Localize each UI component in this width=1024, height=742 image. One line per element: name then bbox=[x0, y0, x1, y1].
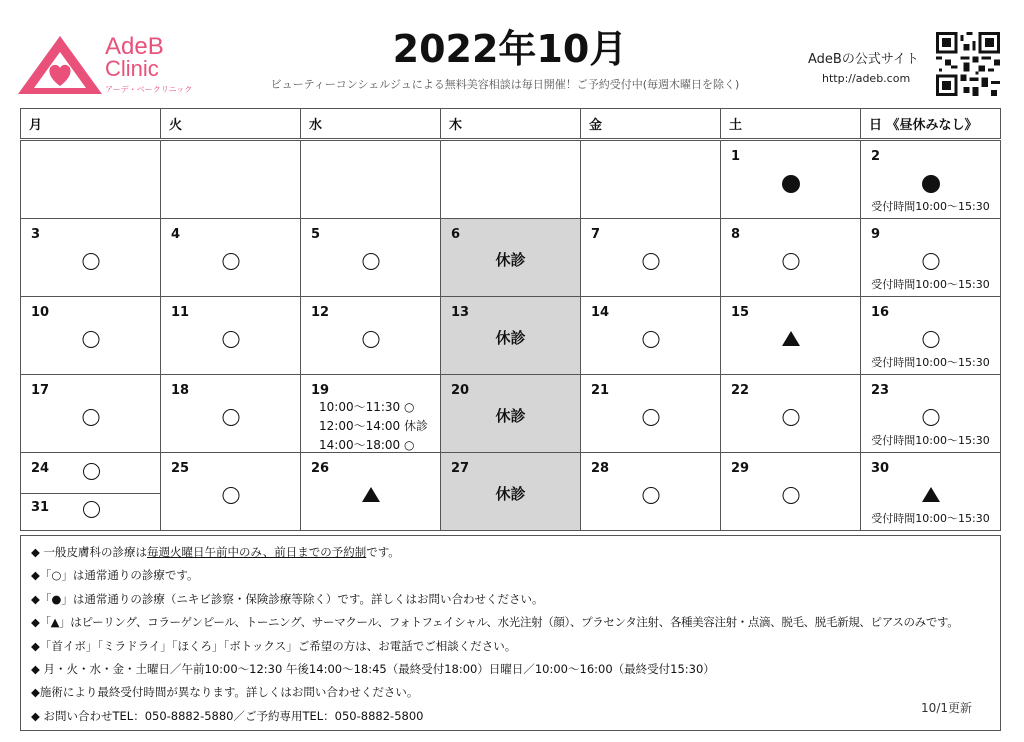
page-title: 2022年10月 bbox=[392, 27, 628, 71]
day-number: 27 bbox=[451, 461, 470, 476]
day-cell-closed bbox=[441, 297, 581, 375]
day-number: 13 bbox=[451, 305, 470, 320]
day-cell bbox=[301, 375, 441, 453]
day-cell bbox=[861, 140, 1001, 219]
open-circle-icon bbox=[782, 487, 799, 504]
day-cell-split bbox=[21, 453, 161, 531]
open-circle-icon bbox=[642, 487, 659, 504]
day-cell bbox=[301, 219, 441, 297]
open-circle-icon bbox=[82, 331, 99, 348]
schedule-slot: 14:00～18:00 ○ bbox=[319, 438, 415, 452]
open-circle-icon bbox=[642, 253, 659, 270]
sunday-hours: 受付時間10:00～15:30 bbox=[871, 434, 990, 447]
weekday-sun: 日 《昼休みなし》 bbox=[861, 109, 1001, 140]
open-circle-icon bbox=[83, 463, 100, 480]
note-line: ◆「●」は通常通りの診療（ニキビ診察・保険診療等除く）です。詳しくはお問い合わせください。 bbox=[31, 591, 544, 606]
clinic-logo-icon bbox=[18, 34, 103, 96]
week-row bbox=[21, 297, 1001, 375]
day-cell-empty bbox=[161, 140, 301, 219]
updated-date: 10/1更新 bbox=[921, 700, 972, 715]
official-site-url[interactable]: http://adeb.com bbox=[822, 72, 911, 85]
day-cell bbox=[861, 453, 1001, 531]
week-row bbox=[21, 219, 1001, 297]
open-circle-icon bbox=[782, 409, 799, 426]
day-cell bbox=[861, 297, 1001, 375]
day-number: 8 bbox=[731, 227, 741, 242]
day-schedule bbox=[319, 398, 428, 455]
day-cell bbox=[21, 297, 161, 375]
open-circle-icon bbox=[922, 409, 939, 426]
open-circle-icon bbox=[222, 253, 239, 270]
day-cell bbox=[581, 219, 721, 297]
open-circle-icon bbox=[222, 409, 239, 426]
day-number: 12 bbox=[311, 305, 330, 320]
day-cell bbox=[581, 297, 721, 375]
day-number: 2 bbox=[871, 149, 881, 164]
subtitle: ビューティーコンシェルジュによる無料美容相談は毎日開催！ご予約受付中(毎週木曜日を除く) bbox=[270, 78, 740, 91]
day-cell-empty bbox=[441, 140, 581, 219]
day-cell bbox=[861, 219, 1001, 297]
day-cell bbox=[861, 375, 1001, 453]
weekday-thu: 木 bbox=[441, 109, 581, 140]
day-number: 20 bbox=[451, 383, 470, 398]
weekday-mon: 月 bbox=[21, 109, 161, 140]
day-cell-closed bbox=[441, 453, 581, 531]
schedule-slot: 12:00～14:00 休診 bbox=[319, 419, 428, 433]
week-row bbox=[21, 453, 1001, 531]
open-circle-icon bbox=[362, 253, 379, 270]
triangle-icon bbox=[362, 487, 380, 502]
day-cell bbox=[721, 453, 861, 531]
closed-label: 休診 bbox=[495, 329, 526, 347]
day-number: 3 bbox=[31, 227, 41, 242]
day-number: 9 bbox=[871, 227, 881, 242]
note-text: です。 bbox=[366, 545, 400, 559]
open-circle-icon bbox=[642, 331, 659, 348]
day-number: 15 bbox=[731, 305, 750, 320]
open-circle-icon bbox=[922, 331, 939, 348]
official-site-label: AdeBの公式サイト bbox=[808, 52, 919, 67]
calendar-table bbox=[20, 108, 1001, 531]
day-number: 25 bbox=[171, 461, 190, 476]
day-number: 17 bbox=[31, 383, 50, 398]
clinic-name-line2: Clinic bbox=[105, 56, 159, 81]
day-cell bbox=[161, 453, 301, 531]
notes-box bbox=[20, 535, 1001, 731]
open-circle-icon bbox=[782, 253, 799, 270]
cell-divider bbox=[21, 493, 160, 494]
sunday-hours: 受付時間10:00～15:30 bbox=[871, 356, 990, 369]
day-cell bbox=[581, 375, 721, 453]
day-number: 24 bbox=[31, 461, 50, 476]
sunday-hours: 受付時間10:00～15:30 bbox=[871, 200, 990, 213]
day-cell-closed bbox=[441, 219, 581, 297]
weekday-sat: 土 bbox=[721, 109, 861, 140]
day-number: 21 bbox=[591, 383, 610, 398]
clinic-kana: アーデ・ベークリニック bbox=[105, 85, 193, 94]
filled-circle-icon bbox=[922, 175, 940, 193]
closed-label: 休診 bbox=[495, 251, 526, 269]
day-number: 29 bbox=[731, 461, 750, 476]
day-cell-closed bbox=[441, 375, 581, 453]
open-circle-icon bbox=[642, 409, 659, 426]
open-circle-icon bbox=[222, 331, 239, 348]
weekday-tue: 火 bbox=[161, 109, 301, 140]
week-row bbox=[21, 140, 1001, 219]
day-cell bbox=[581, 453, 721, 531]
day-number: 28 bbox=[591, 461, 610, 476]
day-number: 30 bbox=[871, 461, 890, 476]
day-cell bbox=[301, 453, 441, 531]
day-cell bbox=[21, 375, 161, 453]
day-number: 11 bbox=[171, 305, 190, 320]
closed-label: 休診 bbox=[495, 407, 526, 425]
filled-circle-icon bbox=[782, 175, 800, 193]
day-number: 23 bbox=[871, 383, 890, 398]
day-cell bbox=[301, 297, 441, 375]
qr-code-icon[interactable] bbox=[936, 32, 1000, 96]
day-number: 18 bbox=[171, 383, 190, 398]
clinic-name-line1: AdeB bbox=[105, 33, 164, 60]
week-row bbox=[21, 375, 1001, 453]
note-line bbox=[31, 541, 1000, 564]
day-cell-empty bbox=[21, 140, 161, 219]
weekday-fri: 金 bbox=[581, 109, 721, 140]
open-circle-icon bbox=[82, 409, 99, 426]
day-cell-empty bbox=[581, 140, 721, 219]
weekday-wed: 水 bbox=[301, 109, 441, 140]
day-number: 26 bbox=[311, 461, 330, 476]
day-number: 16 bbox=[871, 305, 890, 320]
closed-label: 休診 bbox=[495, 485, 526, 503]
day-number: 1 bbox=[731, 149, 741, 164]
sunday-hours: 受付時間10:00～15:30 bbox=[871, 278, 990, 291]
header bbox=[0, 0, 1024, 105]
day-cell bbox=[161, 375, 301, 453]
note-text: ◆ 一般皮膚科の診療は bbox=[31, 545, 147, 559]
day-number: 4 bbox=[171, 227, 181, 242]
open-circle-icon bbox=[922, 253, 939, 270]
day-cell bbox=[721, 375, 861, 453]
weekday-header-row bbox=[21, 109, 1001, 140]
note-line: ◆施術により最終受付時間が異なります。詳しくはお問い合わせください。 bbox=[31, 685, 419, 700]
open-circle-icon bbox=[362, 331, 379, 348]
day-number: 31 bbox=[31, 500, 50, 515]
day-cell bbox=[721, 297, 861, 375]
day-cell bbox=[161, 219, 301, 297]
day-number: 6 bbox=[451, 227, 461, 242]
open-circle-icon bbox=[222, 487, 239, 504]
day-cell bbox=[161, 297, 301, 375]
note-line: ◆ お問い合わせTEL：050-8882-5880／ご予約専用TEL：050-8882-5800 bbox=[31, 708, 424, 723]
open-circle-icon bbox=[82, 253, 99, 270]
day-cell bbox=[21, 219, 161, 297]
day-number: 5 bbox=[311, 227, 321, 242]
note-underlined: 毎週火曜日午前中のみ、前日までの予約制 bbox=[147, 545, 367, 559]
triangle-icon bbox=[782, 331, 800, 346]
open-circle-icon bbox=[83, 501, 100, 518]
note-line: ◆「○」は通常通りの診療です。 bbox=[31, 568, 199, 583]
note-line: ◆ 月・火・水・金・土曜日／午前10:00～12:30 午後14:00～18:45（最終受付18:00）日曜日／10:00～16:00（最終受付15:30） bbox=[31, 662, 715, 677]
day-number: 22 bbox=[731, 383, 750, 398]
day-number: 14 bbox=[591, 305, 610, 320]
day-cell-empty bbox=[301, 140, 441, 219]
day-number: 19 bbox=[311, 383, 330, 398]
day-cell bbox=[721, 219, 861, 297]
triangle-icon bbox=[922, 487, 940, 502]
day-cell bbox=[721, 140, 861, 219]
day-number: 10 bbox=[31, 305, 50, 320]
sunday-hours: 受付時間10:00～15:30 bbox=[871, 512, 990, 525]
note-line: ◆「▲」はピーリング、コラーゲンピール、トーニング、サーマクール、フォトフェイシャル、水光注射（顔）、プラセンタ注射、各種美容注射・点滴、脱毛、脱毛新規、ピアスのみです。 bbox=[31, 615, 959, 630]
clinic-name bbox=[105, 33, 164, 81]
schedule-slot: 10:00～11:30 ○ bbox=[319, 400, 415, 414]
day-number: 7 bbox=[591, 227, 601, 242]
note-line: ◆「首イボ」「ミラドライ」「ほくろ」「ボトックス」ご希望の方は、お電話でご相談ください。 bbox=[31, 638, 517, 653]
